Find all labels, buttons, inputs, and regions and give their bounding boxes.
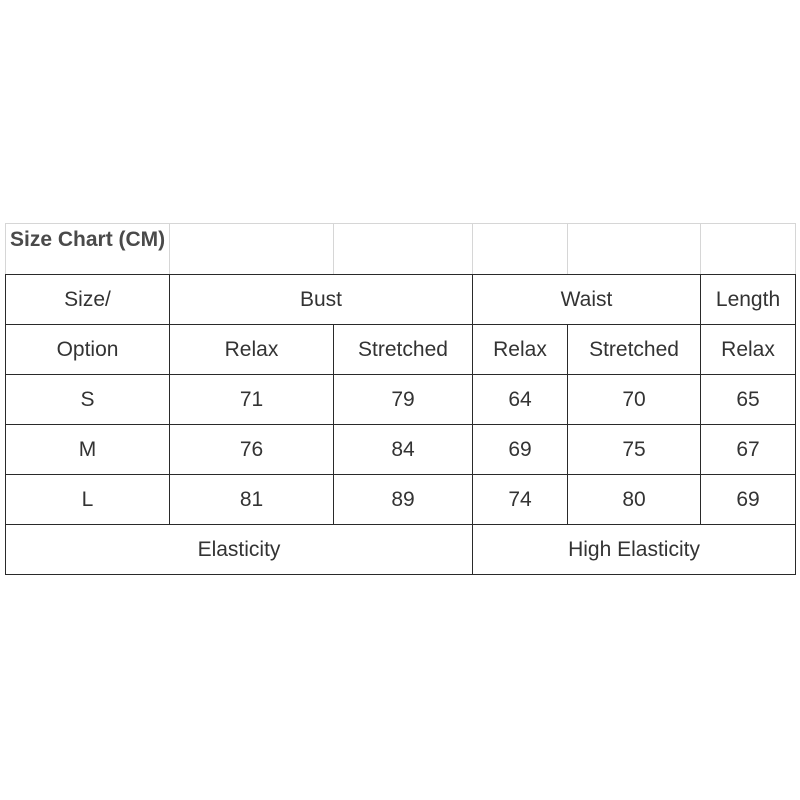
table-cell: 64 (473, 375, 568, 425)
gridline (333, 223, 334, 275)
subheader-length-relax: Relax (701, 325, 796, 375)
table-cell: 65 (701, 375, 796, 425)
table-cell: 74 (473, 475, 568, 525)
subheader-waist-relax: Relax (473, 325, 568, 375)
table-row (6, 425, 796, 475)
elasticity-value: High Elasticity (473, 525, 796, 575)
table-cell: 89 (334, 475, 473, 525)
header-length: Length (701, 275, 796, 325)
header-bust: Bust (170, 275, 473, 325)
header-size: Size/ (6, 275, 170, 325)
table-cell: 71 (170, 375, 334, 425)
table-footer-row (6, 525, 796, 575)
chart-title: Size Chart (CM) (10, 228, 166, 251)
size-cell: S (6, 375, 170, 425)
table-cell: 70 (568, 375, 701, 425)
elasticity-label: Elasticity (6, 525, 473, 575)
gridline (795, 223, 796, 275)
table-cell: 67 (701, 425, 796, 475)
header-waist: Waist (473, 275, 701, 325)
subheader-bust-stretched: Stretched (334, 325, 473, 375)
table-row (6, 475, 796, 525)
table-cell: 80 (568, 475, 701, 525)
table-cell: 84 (334, 425, 473, 475)
table-cell: 75 (568, 425, 701, 475)
size-cell: M (6, 425, 170, 475)
gridline (5, 223, 6, 275)
table-cell: 79 (334, 375, 473, 425)
table-cell: 69 (701, 475, 796, 525)
gridline (5, 223, 795, 224)
gridline (700, 223, 701, 275)
table-row (6, 375, 796, 425)
gridline (472, 223, 473, 275)
size-cell: L (6, 475, 170, 525)
subheader-waist-stretched: Stretched (568, 325, 701, 375)
table-cell: 69 (473, 425, 568, 475)
table-subheader-row (6, 325, 796, 375)
gridline (567, 223, 568, 275)
subheader-option: Option (6, 325, 170, 375)
table-cell: 76 (170, 425, 334, 475)
table-header-row (6, 275, 796, 325)
table-cell: 81 (170, 475, 334, 525)
subheader-bust-relax: Relax (170, 325, 334, 375)
size-table (5, 274, 796, 575)
